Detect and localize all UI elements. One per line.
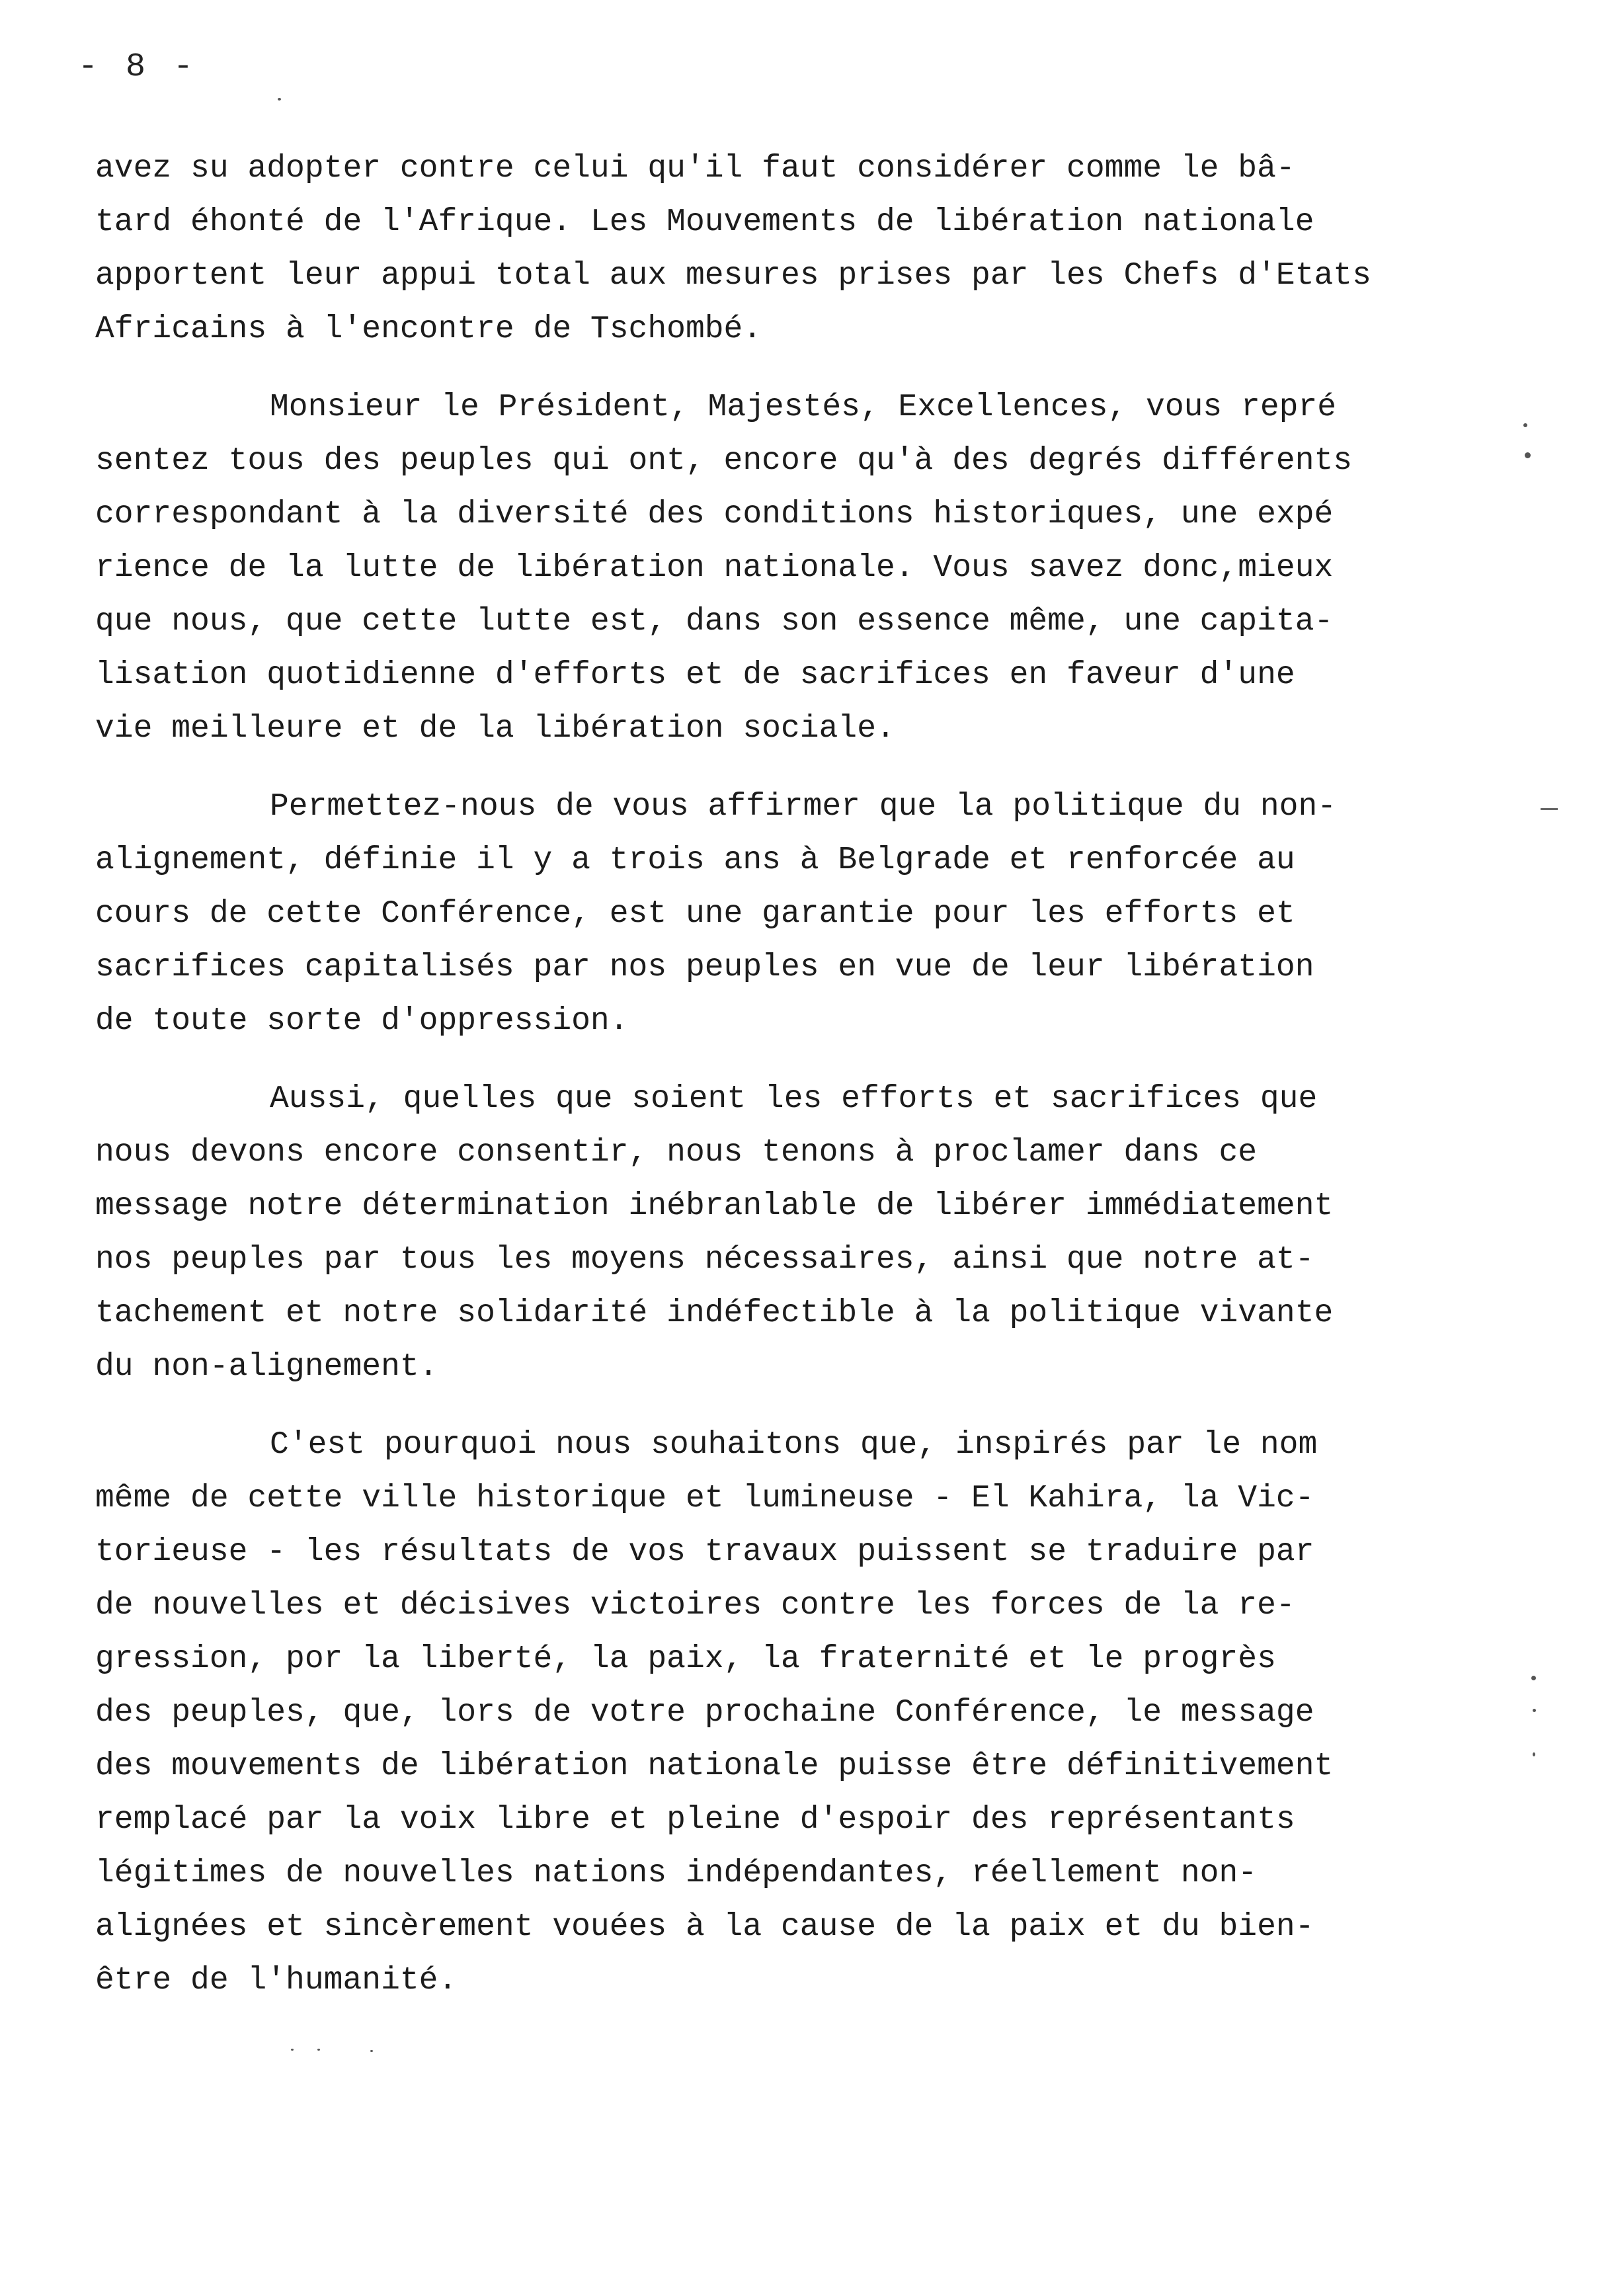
- text-line: vie meilleure et de la libération sociale.: [95, 711, 895, 747]
- text-line: de toute sorte d'oppression.: [95, 1003, 629, 1039]
- text-line: lisation quotidienne d'efforts et de sacrifices en faveur d'une: [95, 657, 1295, 693]
- scan-speck: [1533, 1752, 1535, 1756]
- text-line: cours de cette Conférence, est une garantie pour les efforts et: [95, 896, 1295, 932]
- text-line: apportent leur appui total aux mesures prises par les Chefs d'Etats: [95, 258, 1371, 294]
- text-line: tard éhonté de l'Afrique. Les Mouvements de libération nationale: [95, 204, 1314, 240]
- text-line: des peuples, que, lors de votre prochaine Conférence, le message: [95, 1695, 1314, 1731]
- paragraph: [95, 1073, 1418, 1394]
- text-line: message notre détermination inébranlable de libérer immédiatement: [95, 1188, 1334, 1224]
- text-line: Aussi, quelles que soient les efforts et sacrifices que: [270, 1081, 1318, 1117]
- text-line: être de l'humanité.: [95, 1963, 458, 1998]
- text-line: sentez tous des peuples qui ont, encore qu'à des degrés différents: [95, 443, 1353, 479]
- text-line: nous devons encore consentir, nous tenons à proclamer dans ce: [95, 1135, 1258, 1170]
- text-line: de nouvelles et décisives victoires contre les forces de la re-: [95, 1588, 1295, 1623]
- text-line: du non-alignement.: [95, 1349, 438, 1385]
- text-line: C'est pourquoi nous souhaitons que, inspirés par le nom: [270, 1427, 1318, 1463]
- text-line: torieuse - les résultats de vos travaux puissent se traduire par: [95, 1534, 1314, 1570]
- text-line: alignement, définie il y a trois ans à Belgrade et renforcée au: [95, 842, 1295, 878]
- text-line: nos peuples par tous les moyens nécessaires, ainsi que notre at-: [95, 1242, 1314, 1278]
- scan-speck: [1531, 1676, 1536, 1680]
- text-line: légitimes de nouvelles nations indépendantes, réellement non-: [95, 1856, 1258, 1891]
- scan-speck: [278, 98, 281, 101]
- text-line: alignées et sincèrement vouées à la cause de la paix et du bien-: [95, 1909, 1314, 1945]
- text-line: Monsieur le Président, Majestés, Excellences, vous repré: [270, 390, 1337, 425]
- scan-speck: [1525, 452, 1531, 458]
- text-line: gression, por la liberté, la paix, la fraternité et le progrès: [95, 1641, 1276, 1677]
- text-line: rience de la lutte de libération nationale. Vous savez donc,mieux: [95, 550, 1334, 586]
- text-line: Africains à l'encontre de Tschombé.: [95, 311, 762, 347]
- scan-speck: [1523, 423, 1527, 427]
- paragraph: [95, 142, 1418, 356]
- body-text: [95, 142, 1418, 2008]
- scan-speck: [1533, 1709, 1536, 1712]
- scan-speck: [370, 2050, 373, 2052]
- page-number: - 8 -: [78, 48, 198, 86]
- text-line: sacrifices capitalisés par nos peuples en vue de leur libération: [95, 950, 1314, 985]
- text-line: correspondant à la diversité des conditions historiques, une expé: [95, 497, 1334, 532]
- paragraph: [95, 1418, 1418, 2008]
- paragraph: [95, 381, 1418, 756]
- scan-speck: [317, 2049, 320, 2051]
- text-line: des mouvements de libération nationale puisse être définitivement: [95, 1748, 1334, 1784]
- text-line: Permettez-nous de vous affirmer que la politique du non-: [270, 789, 1337, 825]
- text-line: remplacé par la voix libre et pleine d'espoir des représentants: [95, 1802, 1295, 1838]
- paragraph: [95, 780, 1418, 1048]
- text-line: avez su adopter contre celui qu'il faut considérer comme le bâ-: [95, 151, 1295, 186]
- scan-speck: [291, 2049, 294, 2051]
- text-line: tachement et notre solidarité indéfectible à la politique vivante: [95, 1295, 1334, 1331]
- text-line: même de cette ville historique et lumineuse - El Kahira, la Vic-: [95, 1481, 1314, 1516]
- text-line: que nous, que cette lutte est, dans son essence même, une capita-: [95, 604, 1334, 639]
- margin-mark: [1541, 808, 1558, 810]
